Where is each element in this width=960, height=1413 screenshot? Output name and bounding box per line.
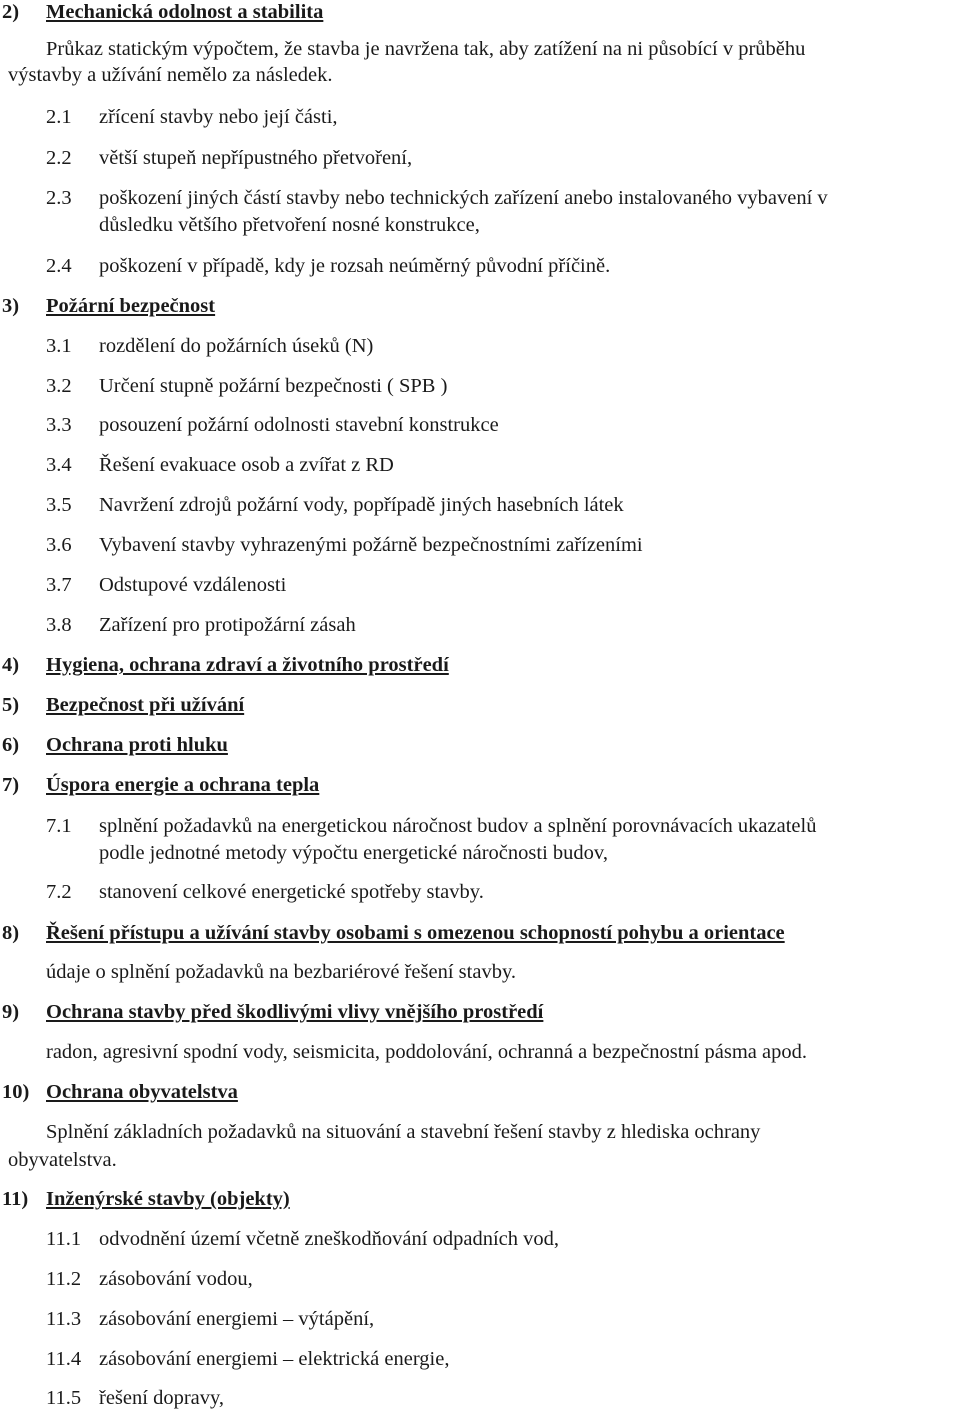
item-text: splnění požadavků na energetickou náročnost budov a splnění porovnávacích ukazatelů bbox=[99, 815, 817, 837]
section-10-heading: Ochrana obyvatelstva bbox=[46, 1081, 238, 1103]
section-2-number: 2) bbox=[2, 1, 20, 23]
item-number: 3.5 bbox=[46, 494, 72, 516]
section-2-intro-line-1: Průkaz statickým výpočtem, že stavba je navržena tak, aby zatížení na ni působící v průběhu bbox=[46, 38, 806, 60]
section-9-text: radon, agresivní spodní vody, seismicita, poddolování, ochranná a bezpečnostní pásma apod. bbox=[46, 1041, 807, 1063]
item-text: odvodnění území včetně zneškodňování odpadních vod, bbox=[99, 1228, 559, 1250]
item-text: Odstupové vzdálenosti bbox=[99, 574, 287, 596]
section-6-number: 6) bbox=[2, 734, 20, 756]
section-7-heading: Úspora energie a ochrana tepla bbox=[46, 774, 320, 796]
section-3-heading: Požární bezpečnost bbox=[46, 295, 216, 317]
item-text: posouzení požární odolnosti stavební konstrukce bbox=[99, 414, 499, 436]
item-text: poškození v případě, kdy je rozsah neúměrný původní příčině. bbox=[99, 255, 611, 277]
item-text: řešení dopravy, bbox=[99, 1387, 225, 1409]
section-10-text-line-2: obyvatelstva. bbox=[8, 1149, 117, 1171]
item-number: 3.2 bbox=[46, 375, 72, 397]
item-number: 11.5 bbox=[46, 1387, 82, 1409]
section-3-number: 3) bbox=[2, 295, 20, 317]
item-number: 3.4 bbox=[46, 454, 72, 476]
item-number: 3.3 bbox=[46, 414, 72, 436]
section-5-number: 5) bbox=[2, 694, 20, 716]
section-8-heading: Řešení přístupu a užívání stavby osobami s omezenou schopností pohybu a orientace bbox=[46, 922, 785, 944]
item-number: 11.4 bbox=[46, 1348, 82, 1370]
item-text-continuation: důsledku většího přetvoření nosné konstrukce, bbox=[99, 214, 480, 236]
item-text: zásobování energiemi – elektrická energie, bbox=[99, 1348, 450, 1370]
item-number: 11.1 bbox=[46, 1228, 82, 1250]
section-10-text-line-1: Splnění základních požadavků na situování a stavební řešení stavby z hlediska ochrany bbox=[46, 1121, 761, 1143]
section-8-text: údaje o splnění požadavků na bezbariérové řešení stavby. bbox=[46, 961, 516, 983]
section-7-number: 7) bbox=[2, 774, 20, 796]
section-9-heading: Ochrana stavby před škodlivými vlivy vnějšího prostředí bbox=[46, 1001, 544, 1023]
section-11-heading: Inženýrské stavby (objekty) bbox=[46, 1188, 290, 1210]
item-text: Zařízení pro protipožární zásah bbox=[99, 614, 356, 636]
item-text: rozdělení do požárních úseků (N) bbox=[99, 335, 374, 357]
item-number: 3.1 bbox=[46, 335, 72, 357]
item-number: 2.3 bbox=[46, 187, 72, 209]
item-number: 7.1 bbox=[46, 815, 72, 837]
item-number: 2.4 bbox=[46, 255, 72, 277]
section-4-number: 4) bbox=[2, 654, 20, 676]
item-text: Vybavení stavby vyhrazenými požárně bezpečnostními zařízeními bbox=[99, 534, 643, 556]
item-text: zásobování energiemi – výtápění, bbox=[99, 1308, 375, 1330]
item-number: 3.8 bbox=[46, 614, 72, 636]
section-11-number: 11) bbox=[2, 1188, 29, 1210]
item-number: 3.7 bbox=[46, 574, 72, 596]
item-text: zásobování vodou, bbox=[99, 1268, 253, 1290]
section-2-intro-line-2: výstavby a užívání nemělo za následek. bbox=[8, 64, 333, 86]
item-number: 11.2 bbox=[46, 1268, 82, 1290]
item-text: Určení stupně požární bezpečnosti ( SPB ) bbox=[99, 375, 448, 397]
item-number: 3.6 bbox=[46, 534, 72, 556]
section-4-heading: Hygiena, ochrana zdraví a životního prostředí bbox=[46, 654, 449, 676]
section-10-number: 10) bbox=[2, 1081, 30, 1103]
section-6-heading: Ochrana proti hluku bbox=[46, 734, 228, 756]
item-text: zřícení stavby nebo její části, bbox=[99, 106, 338, 128]
item-text-continuation: podle jednotné metody výpočtu energetické náročnosti budov, bbox=[99, 842, 608, 864]
item-text: stanovení celkové energetické spotřeby stavby. bbox=[99, 881, 484, 903]
section-5-heading: Bezpečnost při užívání bbox=[46, 694, 245, 716]
item-number: 2.1 bbox=[46, 106, 72, 128]
section-9-number: 9) bbox=[2, 1001, 20, 1023]
item-text: větší stupeň nepřípustného přetvoření, bbox=[99, 147, 413, 169]
section-8-number: 8) bbox=[2, 922, 20, 944]
item-number: 7.2 bbox=[46, 881, 72, 903]
item-number: 2.2 bbox=[46, 147, 72, 169]
item-text: poškození jiných částí stavby nebo technických zařízení anebo instalovaného vybavení v bbox=[99, 187, 828, 209]
item-text: Řešení evakuace osob a zvířat z RD bbox=[99, 454, 394, 476]
item-number: 11.3 bbox=[46, 1308, 82, 1330]
item-text: Navržení zdrojů požární vody, popřípadě jiných hasebních látek bbox=[99, 494, 624, 516]
section-2-heading: Mechanická odolnost a stabilita bbox=[46, 1, 324, 23]
